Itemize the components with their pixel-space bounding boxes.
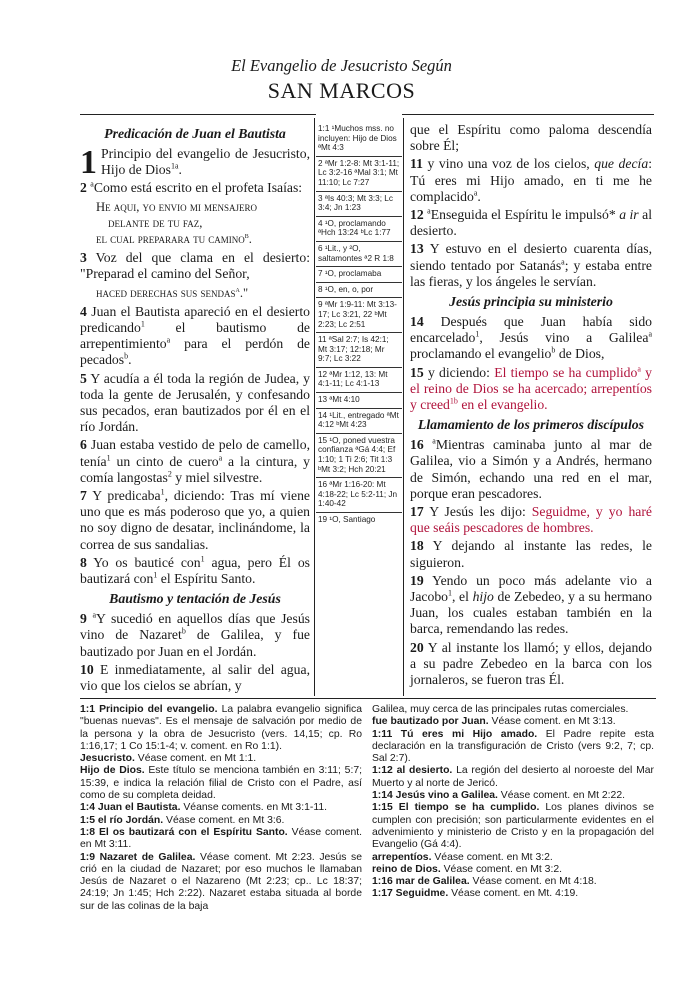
verse-number: 15: [410, 364, 424, 380]
notes-rule: [80, 698, 656, 699]
cross-reference-entry: 6 ¹Lit., y ²O, saltamontes ª2 R 1:8: [316, 242, 402, 267]
verse-number: 19: [410, 572, 424, 588]
verse-number: 13: [410, 241, 424, 257]
cross-reference-entry: 9 ªMr 1:9-11: Mt 3:13-17; Lc 3:21, 22 ᵇMt 2:23; Lc 2:51: [316, 298, 402, 333]
study-note: 1:11 Tú eres mi Hijo amado. El Padre repite esta declaración en la transfiguración de Cristo (vers 9:2, 7; cp. Sal 2:7).: [372, 728, 654, 765]
study-note: 1:8 El os bautizará con el Espíritu Santo. Véase coment. en Mt 3:11.: [80, 826, 362, 851]
verse-13: 13 Y estuvo en el desierto cuarenta días, siendo tentado por Satanás$^a$; y estaba entre las fieras, y los ángeles le servían.: [410, 241, 652, 289]
study-note: 1:9 Nazaret de Galilea. Véase coment. Mt 2:23. Jesús se crió en la ciudad de Nazaret; por eso muchos le llamaban Jesús de Nazaret o el Nazareno (Mt 2:23; cp.. Lc 18:37; 24:19; Jn 1:45; Hch 2:22). Nazaret estaba situada al borde sur de las colinas de la baja: [80, 851, 363, 912]
verse-3: 3 Voz del que clama en el desierto: "Preparad el camino del Señor,: [80, 250, 310, 282]
verse-11: 11 y vino una voz de los cielos, que decía: Tú eres mi Hijo amado, en ti me he complacido$^a$.: [410, 156, 652, 204]
verse-16: 16 $^a$Mientras caminaba junto al mar de Galilea, vio a Simón y a Andrés, hermano de Simón, echando una red en el mar, porque eran pescadores.: [410, 436, 652, 501]
verse-number: 2: [80, 180, 87, 196]
verse-9: 9 $^a$Y sucedió en aquellos días que Jesús vino de Nazaret$^b$ de Galilea, y fue bautizado por Juan en el Jordán.: [80, 610, 310, 659]
cross-reference-entry: 15 ¹O, poned vuestra confianza ªGá 4:4; Ef 1:10; 1 Ti 2:6; Tit 1:3 ᵇMt 3:2; Hch 20:21: [316, 434, 402, 478]
section-heading: Bautismo y tentación de Jesús: [109, 591, 281, 607]
verse-20: 20 Y al instante los llamó; y ellos, dejando a su padre Zebedeo en la barca con los jornaleros, se fueron tras Él.: [410, 639, 652, 688]
xref-divider-right: [403, 118, 404, 696]
verse-number: 12: [410, 207, 424, 223]
verse-5: 5 Y acudía a él toda la región de Judea, y toda la gente de Jerusalén, y confesando sus pecados, eran bautizados por él en el río Jordán.: [80, 370, 310, 435]
cross-reference-entry: 11 ªSal 2:7; Is 42:1; Mt 3:17; 12:18; Mr 9:7; Lc 3:22: [316, 333, 402, 368]
cross-reference-entry: 19 ¹O, Santiago: [318, 515, 376, 524]
quote-line: He aqui, yo envio mi mensajero: [96, 199, 257, 214]
verse-15: 15 y diciendo: El tiempo se ha cumplido$^a$ y el reino de Dios se ha acercado; arrepentíos y creed$^{1b}$ en el evangelio.: [410, 364, 653, 413]
verse-number: 18: [410, 538, 424, 554]
study-notes-right: [372, 704, 654, 901]
verse-14: 14 Después que Juan había sido encarcelado$^1$, Jesús vino a Galilea$^a$ proclamando el evangelio$^b$ de Dios,: [410, 314, 653, 362]
book-title: SAN MARCOS: [267, 78, 416, 103]
cross-reference-entry: 3 ªIs 40:3; Mt 3:3; Lc 3:4; Jn 1:23: [316, 192, 402, 217]
cross-reference-entry: 8 ¹O, en, o, por: [316, 283, 402, 299]
verse-6: 6 Juan estaba vestido de pelo de camello, tenía$^1$ un cinto de cuero$^a$ a la cintura, y comía langostas$^2$ y miel silvestre.: [80, 437, 310, 485]
verse-number: 10: [80, 661, 94, 677]
verse-number: 11: [410, 156, 423, 172]
study-notes-left: [80, 704, 362, 913]
verse-8: 8 Yo os bauticé con$^1$ agua, pero Él os bautizará con$^1$ el Espíritu Santo.: [80, 554, 310, 587]
verse-number: 3: [80, 250, 87, 266]
verse-number: 20: [410, 639, 424, 655]
verse-number: 14: [410, 314, 424, 330]
verse-17: 17 Y Jesús les dijo: Seguidme, y yo haré que seáis pescadores de hombres.: [410, 504, 653, 536]
text-column-left: [80, 122, 310, 696]
verse-1: 1 Principio del evangelio de Jesucristo, Hijo de Dios$^{1a}$.: [80, 144, 310, 181]
verse-18: 18 Y dejando al instante las redes, le siguieron.: [410, 538, 652, 570]
study-note: 1:17 Seguidme. Véase coment. en Mt. 4:19.: [372, 888, 579, 900]
study-note: Galilea, muy cerca de las principales rutas comerciales.: [372, 704, 629, 715]
verse-number: 6: [80, 437, 87, 453]
cross-reference-entry: 12 ªMr 1:12, 13: Mt 4:1-11; Lc 4:1-13: [316, 368, 402, 393]
cross-reference-entry: 1:1 ¹Muchos mss. no incluyen: Hijo de Dios ªMt 4:3: [316, 122, 402, 157]
study-note: 1:5 el río Jordán. Véase coment. en Mt 3:6.: [80, 814, 285, 826]
top-rule-left: [80, 114, 316, 115]
cross-reference-entry: 7 ¹O, proclamaba: [316, 267, 402, 283]
verse-number: 4: [80, 303, 87, 319]
verse-7: 7 Y predicaba$^1$, diciendo: Tras mí viene uno que es más poderoso que yo, a quien no soy digno de desatar, inclinándome, la correa de sus sandalias.: [80, 487, 311, 552]
study-note: arrepentíos. Véase coment. en Mt 3:2.: [372, 851, 553, 863]
study-note: reino de Dios. Véase coment. en Mt 3:2.: [372, 863, 563, 875]
verse-19: 19 Yendo un poco más adelante vio a Jacobo$^1$, el hijo de Zebedeo, y a su hermano Juan, los cuales estaban también en la barca, remendando las redes.: [410, 572, 653, 637]
study-note: 1:16 mar de Galilea. Véase coment. en Mt 4:18.: [372, 876, 597, 888]
study-note: 1:1 Principio del evangelio. La palabra evangelio significa "buenas nuevas". Es el mensaje de salvación por medio de la persona y la obra de Jesucristo (vers. 14,15; cp. Ro 1:16,17; 1 Co 15:1-4; v. coment. en Ro 1:1).: [80, 704, 362, 752]
study-note: fue bautizado por Juan. Véase coment. en Mt 3:13.: [372, 716, 616, 728]
cross-reference-entry: 4 ¹O, proclamando ªHch 13:24 ᵇLc 1:77: [316, 217, 402, 242]
verse-10-continued: que el Espíritu como paloma descendía sobre Él;: [410, 122, 652, 154]
section-heading: Predicación de Juan el Bautista: [104, 126, 286, 141]
verse-number: 5: [80, 370, 87, 386]
verse-number: 8: [80, 554, 87, 570]
study-note: 1:12 al desierto. La región del desierto al noroeste del Mar Muerto y al norte de Jericó.: [372, 765, 655, 789]
study-note: Jesucristo. Véase coment. en Mt 1:1.: [80, 753, 257, 765]
chapter-number: 1: [80, 144, 97, 181]
study-note: Hijo de Dios. Este título se menciona también en 3:11; 5:7; 15:39, e indica la relación filial de Cristo con el Padre, así como de su completa deidad.: [80, 765, 362, 802]
cross-reference-entry: 2 ªMr 1:2-8: Mt 3:1-11; Lc 3:2-16 ªMal 3:1; Mt 11:10; Lc 7:27: [316, 157, 402, 192]
text-column-right: [410, 122, 652, 690]
quote-line: el cual preparara tu camino$^b$.: [96, 230, 252, 247]
verse-12: 12 $^a$Enseguida el Espíritu le impulsó* a ir al desierto.: [410, 206, 652, 239]
verse-number: 7: [80, 488, 87, 504]
quote-line: delante de tu faz,: [108, 215, 203, 230]
verse-4: 4 Juan el Bautista apareció en el desierto predicando$^1$ el bautismo de arrepentimiento$^a$ para el perdón de pecados$^b$.: [80, 303, 310, 368]
section-heading: Jesús principia su ministerio: [449, 294, 613, 310]
book-subtitle: El Evangelio de Jesucristo Según: [231, 56, 452, 75]
cross-reference-entry: 13 ªMt 4:10: [316, 393, 402, 409]
top-rule-right: [402, 114, 654, 115]
verse-2: 2 $^a$Como está escrito en el profeta Isaías:: [80, 179, 303, 196]
xref-divider-left: [314, 118, 315, 696]
verse-number: 9: [80, 611, 87, 627]
study-note: 1:4 Juan el Bautista. Véanse coments. en Mt 3:1-11.: [80, 802, 327, 814]
verse-number: 16: [410, 437, 424, 453]
verse-10: 10 E inmediatamente, al salir del agua, vio que los cielos se abrían, y: [80, 661, 310, 694]
verse-number: 17: [410, 504, 424, 520]
cross-reference-entry: 16 ªMr 1:16-20: Mt 4:18-22; Lc 5:2-11; Jn 1:40-42: [316, 478, 402, 513]
cross-reference-column: [316, 122, 402, 528]
study-note: 1:14 Jesús vino a Galilea. Véase coment. en Mt 2:22.: [372, 790, 625, 802]
study-note: 1:15 El tiempo se ha cumplido. Los planes divinos se cumplen con precisión; son particularmente evidentes en el advenimiento y ministerio de Cristo y en la propagación del Evangelio (Gá 4:4).: [372, 802, 654, 851]
section-heading: Llamamiento de los primeros discípulos: [417, 417, 645, 433]
quote-line: haced derechas sus sendas$^a$.": [96, 284, 249, 300]
cross-reference-entry: 14 ¹Lit., entregado ªMt 4:12 ᵇMt 4:23: [316, 409, 402, 434]
